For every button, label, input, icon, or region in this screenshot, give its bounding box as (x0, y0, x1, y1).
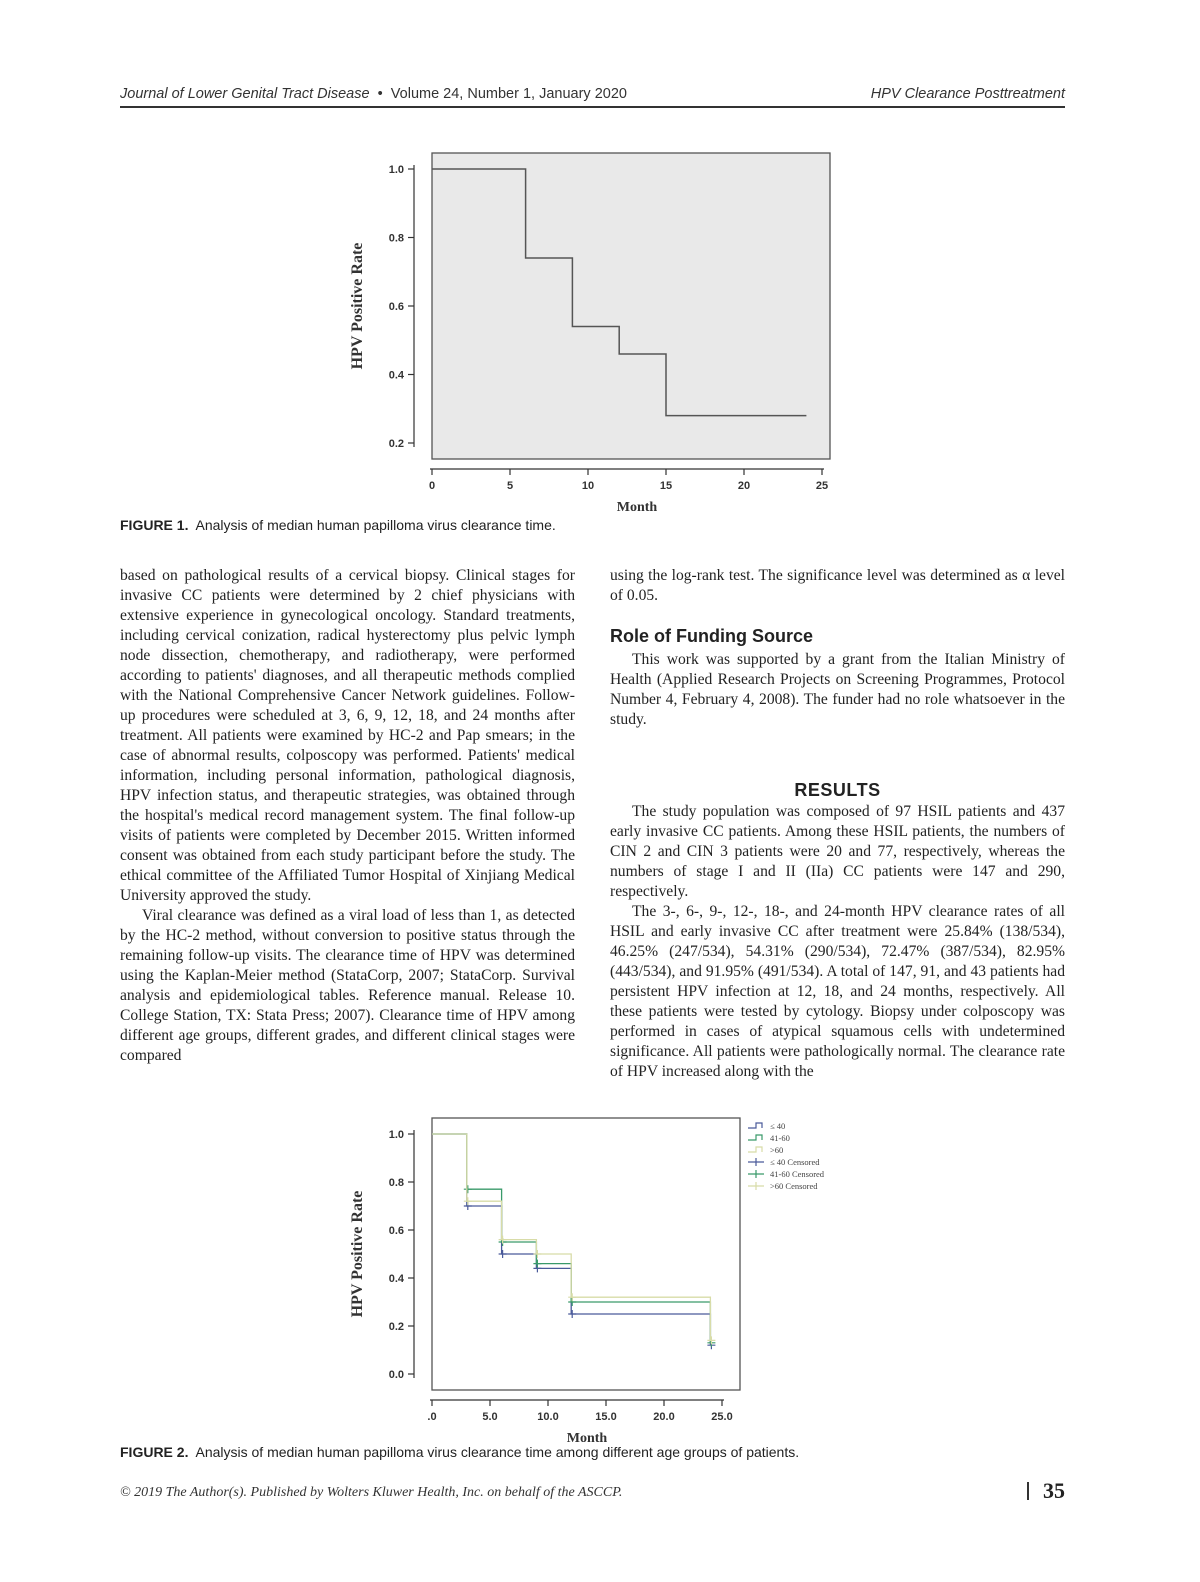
y-tick-label: 0.0 (388, 1369, 404, 1381)
x-tick-label: 20.0 (653, 1411, 675, 1423)
figure-1-caption-label: FIGURE 1. (120, 517, 189, 533)
x-tick-label: 20 (737, 480, 751, 492)
legend-swatch (748, 1170, 764, 1178)
figure-2-chart (340, 1110, 860, 1446)
x-axis-title: Month (616, 500, 658, 515)
y-tick-label: 1.0 (388, 164, 404, 176)
funding-text: This work was supported by a grant from the Italian Ministry of Health (Applied Research Projects on Screening Programmes, Protocol Number 4, February 4, 2008). The funder had no role whatsoever in the study. (610, 651, 1065, 728)
funding-heading: Role of Funding Source (610, 626, 813, 646)
x-tick-label: 5.0 (482, 1411, 498, 1423)
x-tick-label: 25 (815, 480, 829, 492)
left-paragraph-2: Viral clearance was defined as a viral load of less than 1, as detected by the HC-2 method, without conversion to positive status through the remaining follow-up visits. The clearance time of HPV was determined using the Kaplan-Meier method (StataCorp, 2007; StataCorp. Survival analysis and epidemiological tables. Reference manual. Release 10. College Station, TX: Stata Press; 2007). Clearance time of HPV among different age groups, different grades, and different clinical stages were compared (120, 907, 575, 1064)
journal-name: Journal of Lower Genital Tract Disease (120, 86, 370, 102)
y-tick-label: 0.4 (388, 1273, 404, 1285)
y-tick-label: 1.0 (388, 1129, 404, 1141)
plot-area (432, 153, 830, 459)
figure-1 (340, 145, 860, 515)
figure-2-caption (120, 1444, 799, 1460)
y-tick-label: 0.8 (388, 232, 404, 245)
page-number: 35 (1043, 1478, 1065, 1503)
x-tick-label: 25.0 (711, 1411, 733, 1423)
figure-2-caption-label: FIGURE 2. (120, 1444, 189, 1460)
journal-citation: Journal of Lower Genital Tract Disease • Volume 24, Number 1, January 2020 (120, 86, 627, 102)
y-tick-label: 0.2 (388, 1321, 404, 1333)
figure-1-chart (340, 145, 860, 515)
legend-label: 41-60 (770, 1133, 790, 1143)
x-tick-label: 5 (506, 480, 514, 492)
plot-area (432, 1118, 740, 1390)
x-tick-label: 15.0 (595, 1411, 617, 1423)
results-paragraph-2: The 3-, 6-, 9-, 12-, 18-, and 24-month HPV clearance rates of all HSIL and early invasive CC after treatment were 25.84% (138/534), 46.25% (247/534), 54.31% (290/534), 72.47% (387/534), 82.95% (443/534), and 91.95% (491/534). A total of 147, 91, and 43 patients had persistent HPV infection at 12, 18, and 24 months, respectively. All these patients were tested by cytology. Biopsy under colposcopy was performed in cases of atypical squamous cells with undetermined significance. All patients were pathologically normal. The clearance rate of HPV increased along with the (610, 903, 1065, 1080)
page-number-divider (1027, 1482, 1029, 1500)
y-axis-title: HPV Positive Rate (349, 1190, 366, 1318)
y-tick-label: 0.4 (388, 369, 404, 382)
figure-2 (340, 1110, 860, 1446)
right-paragraph-1: using the log-rank test. The significance level was determined as α level of 0.05. (610, 567, 1065, 604)
legend-label: 41-60 Censored (770, 1169, 825, 1179)
x-tick-label: .0 (427, 1411, 437, 1423)
y-tick-label: 0.6 (388, 301, 404, 313)
figure-2-caption-text: Analysis of median human papilloma virus clearance time among different age groups of patients. (195, 1444, 800, 1460)
volume-info: Volume 24, Number 1, January 2020 (390, 86, 627, 102)
running-header (120, 84, 1065, 108)
y-axis-title: HPV Positive Rate (349, 242, 366, 370)
legend-swatch (748, 1135, 762, 1140)
running-title: HPV Clearance Posttreatment (870, 86, 1065, 102)
x-tick-label: 0 (428, 480, 436, 492)
y-tick-label: 0.8 (388, 1177, 404, 1189)
x-tick-label: 10.0 (537, 1411, 559, 1423)
legend-swatch (748, 1182, 764, 1190)
legend-label: ≤ 40 (770, 1121, 786, 1131)
x-axis-title: Month (566, 1431, 608, 1446)
x-tick-label: 15 (659, 480, 673, 492)
left-paragraph-1: based on pathological results of a cervical biopsy. Clinical stages for invasive CC patients were determined by 2 chief physicians with extensive experience in gynecological oncology. Standard treatments, including cervical conization, radical hysterectomy plus pelvic lymph node dissection, chemotherapy, and radiotherapy, were performed according to patients' diagnoses, and all therapeutic methods complied with the National Comprehensive Cancer Network guidelines. Follow-up procedures were scheduled at 3, 6, 9, 12, 18, and 24 months after treatment. All patients were examined by HC-2 and Pap smears; in the case of abnormal results, colposcopy was performed. Patients' medical information, including personal information, pathological diagnosis, HPV infection status, and therapeutic strategies, was obtained through the hospital's medical record management system. The final follow-up visits of patients were completed by December 2015. Written informed consent was obtained from each study participant before the study. The ethical committee of the Affiliated Tumor Hospital of Xinjiang Medical University approved the study. (120, 567, 575, 904)
results-paragraph-1: The study population was composed of 97 HSIL patients and 437 early invasive CC patients. Among these HSIL patients, the numbers of CIN 2 and CIN 3 patients were 20 and 77, respectively, whereas the numbers of stage I and II (IIa) CC patients were 147 and 290, respectively. (610, 803, 1065, 900)
y-tick-label: 0.2 (388, 438, 404, 450)
figure-1-caption (120, 517, 556, 533)
left-column (120, 566, 575, 1066)
y-tick-label: 0.6 (388, 1225, 404, 1237)
right-column (610, 566, 1065, 1082)
page-number-block (1027, 1478, 1065, 1504)
legend-swatch (748, 1158, 764, 1166)
legend-label: >60 (770, 1145, 784, 1155)
figure-1-caption-text: Analysis of median human papilloma virus clearance time. (195, 517, 556, 533)
x-tick-label: 10 (581, 480, 595, 492)
legend-swatch (748, 1123, 762, 1128)
results-heading: RESULTS (794, 780, 881, 800)
legend-swatch (748, 1147, 762, 1152)
copyright-notice: © 2019 The Author(s). Published by Wolters Kluwer Health, Inc. on behalf of the ASCCP. (120, 1485, 623, 1500)
legend-label: ≤ 40 Censored (770, 1157, 820, 1167)
legend-label: >60 Censored (770, 1181, 818, 1191)
